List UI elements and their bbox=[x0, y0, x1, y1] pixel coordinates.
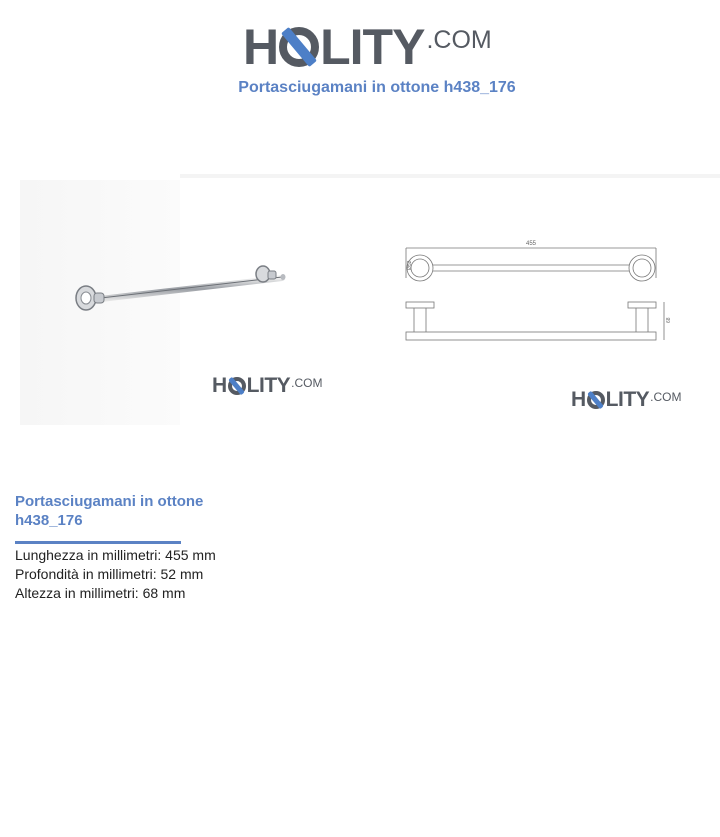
page-title: Portasciugamani in ottone h438_176 bbox=[238, 79, 516, 96]
spec-length: Lunghezza in millimetri: 455 mm bbox=[15, 547, 216, 563]
watermark-com: .COM bbox=[650, 390, 682, 404]
technical-drawing bbox=[400, 234, 675, 346]
watermark-o-icon bbox=[228, 377, 246, 395]
logo-letters: LITY bbox=[320, 19, 425, 75]
watermark-letter-h: H bbox=[571, 388, 586, 411]
image-haze bbox=[180, 174, 720, 178]
watermark-letters: LITY bbox=[246, 374, 291, 397]
watermark-logo-left bbox=[212, 371, 323, 398]
spec-height: Altezza in millimetri: 68 mm bbox=[15, 585, 186, 601]
drawing-height-label: 68 bbox=[666, 317, 672, 323]
towel-rail-photo bbox=[70, 264, 300, 324]
product-name: Portasciugamani in ottone h438_176 bbox=[15, 493, 204, 529]
spec-depth: Profondità in millimetri: 52 mm bbox=[15, 566, 204, 582]
logo-com: .COM bbox=[426, 26, 492, 54]
watermark-letter-h: H bbox=[212, 374, 227, 397]
drawing-diameter-label: Ø52 bbox=[407, 260, 413, 270]
watermark-letters: LITY bbox=[605, 388, 650, 411]
watermark-logo-right bbox=[571, 385, 682, 412]
holity-logo[interactable] bbox=[243, 12, 492, 75]
watermark-o-icon bbox=[587, 391, 605, 409]
title-underline bbox=[15, 541, 181, 544]
drawing-length-label: 455 bbox=[525, 241, 537, 247]
logo-letter-h: H bbox=[243, 19, 279, 75]
spec-list bbox=[15, 546, 216, 603]
watermark-com: .COM bbox=[291, 376, 323, 390]
logo-o-icon bbox=[279, 27, 319, 67]
